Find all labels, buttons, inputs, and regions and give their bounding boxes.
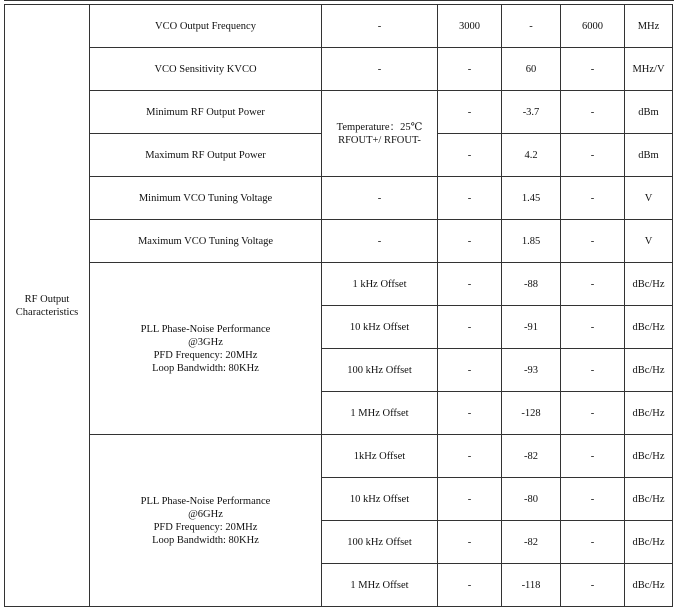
unit-cell: MHz <box>625 5 673 48</box>
max-cell: - <box>561 134 625 177</box>
condition-cell: - <box>322 177 438 220</box>
min-cell: - <box>438 306 502 349</box>
unit-cell: dBc/Hz <box>625 564 673 607</box>
unit-cell: dBc/Hz <box>625 306 673 349</box>
table-row <box>5 263 673 306</box>
unit-cell: V <box>625 220 673 263</box>
category-cell: RF Output Characteristics <box>5 5 90 607</box>
min-cell: - <box>438 48 502 91</box>
min-cell: - <box>438 134 502 177</box>
unit-cell: dBc/Hz <box>625 349 673 392</box>
max-cell: - <box>561 349 625 392</box>
table-row <box>5 435 673 478</box>
unit-cell: dBc/Hz <box>625 521 673 564</box>
min-cell: - <box>438 177 502 220</box>
max-cell: - <box>561 91 625 134</box>
max-cell: - <box>561 392 625 435</box>
rf-output-spec-table <box>4 4 673 607</box>
typ-cell: - <box>502 5 561 48</box>
unit-cell: dBm <box>625 91 673 134</box>
typ-cell: -82 <box>502 521 561 564</box>
unit-cell: dBc/Hz <box>625 392 673 435</box>
max-cell: - <box>561 306 625 349</box>
condition-cell: - <box>322 5 438 48</box>
min-cell: 3000 <box>438 5 502 48</box>
max-cell: - <box>561 48 625 91</box>
min-cell: - <box>438 478 502 521</box>
max-cell: - <box>561 177 625 220</box>
condition-cell: 10 kHz Offset <box>322 306 438 349</box>
max-cell: - <box>561 263 625 306</box>
condition-cell: - <box>322 220 438 263</box>
max-cell: - <box>561 435 625 478</box>
condition-cell: Temperature：25℃ RFOUT+/ RFOUT- <box>322 91 438 177</box>
typ-cell: -82 <box>502 435 561 478</box>
param-cell: Minimum RF Output Power <box>90 91 322 134</box>
condition-cell: 10 kHz Offset <box>322 478 438 521</box>
condition-cell: 1 MHz Offset <box>322 564 438 607</box>
param-cell: Maximum RF Output Power <box>90 134 322 177</box>
min-cell: - <box>438 91 502 134</box>
max-cell: - <box>561 564 625 607</box>
typ-cell: 1.85 <box>502 220 561 263</box>
min-cell: - <box>438 435 502 478</box>
table-row <box>5 91 673 134</box>
table-row <box>5 48 673 91</box>
max-cell: 6000 <box>561 5 625 48</box>
min-cell: - <box>438 220 502 263</box>
phase-noise-6ghz-param-cell: PLL Phase-Noise Performance @6GHz PFD Frequency: 20MHz Loop Bandwidth: 80KHz <box>90 435 322 607</box>
param-cell: Maximum VCO Tuning Voltage <box>90 220 322 263</box>
condition-cell: 1 MHz Offset <box>322 392 438 435</box>
unit-cell: MHz/V <box>625 48 673 91</box>
table-row <box>5 177 673 220</box>
param-cell: VCO Output Frequency <box>90 5 322 48</box>
typ-cell: 60 <box>502 48 561 91</box>
param-cell: Minimum VCO Tuning Voltage <box>90 177 322 220</box>
unit-cell: dBc/Hz <box>625 478 673 521</box>
unit-cell: dBc/Hz <box>625 435 673 478</box>
typ-cell: -80 <box>502 478 561 521</box>
unit-cell: dBm <box>625 134 673 177</box>
condition-cell: 100 kHz Offset <box>322 349 438 392</box>
min-cell: - <box>438 564 502 607</box>
phase-noise-3ghz-param-cell: PLL Phase-Noise Performance @3GHz PFD Frequency: 20MHz Loop Bandwidth: 80KHz <box>90 263 322 435</box>
condition-cell: 1 kHz Offset <box>322 263 438 306</box>
condition-cell: 100 kHz Offset <box>322 521 438 564</box>
table-row <box>5 220 673 263</box>
max-cell: - <box>561 521 625 564</box>
typ-cell: -93 <box>502 349 561 392</box>
typ-cell: -3.7 <box>502 91 561 134</box>
unit-cell: V <box>625 177 673 220</box>
typ-cell: -118 <box>502 564 561 607</box>
min-cell: - <box>438 349 502 392</box>
typ-cell: -128 <box>502 392 561 435</box>
table-row <box>5 5 673 48</box>
typ-cell: 1.45 <box>502 177 561 220</box>
max-cell: - <box>561 220 625 263</box>
typ-cell: 4.2 <box>502 134 561 177</box>
typ-cell: -91 <box>502 306 561 349</box>
condition-cell: - <box>322 48 438 91</box>
min-cell: - <box>438 263 502 306</box>
min-cell: - <box>438 521 502 564</box>
min-cell: - <box>438 392 502 435</box>
param-cell: VCO Sensitivity KVCO <box>90 48 322 91</box>
condition-cell: 1kHz Offset <box>322 435 438 478</box>
typ-cell: -88 <box>502 263 561 306</box>
max-cell: - <box>561 478 625 521</box>
unit-cell: dBc/Hz <box>625 263 673 306</box>
